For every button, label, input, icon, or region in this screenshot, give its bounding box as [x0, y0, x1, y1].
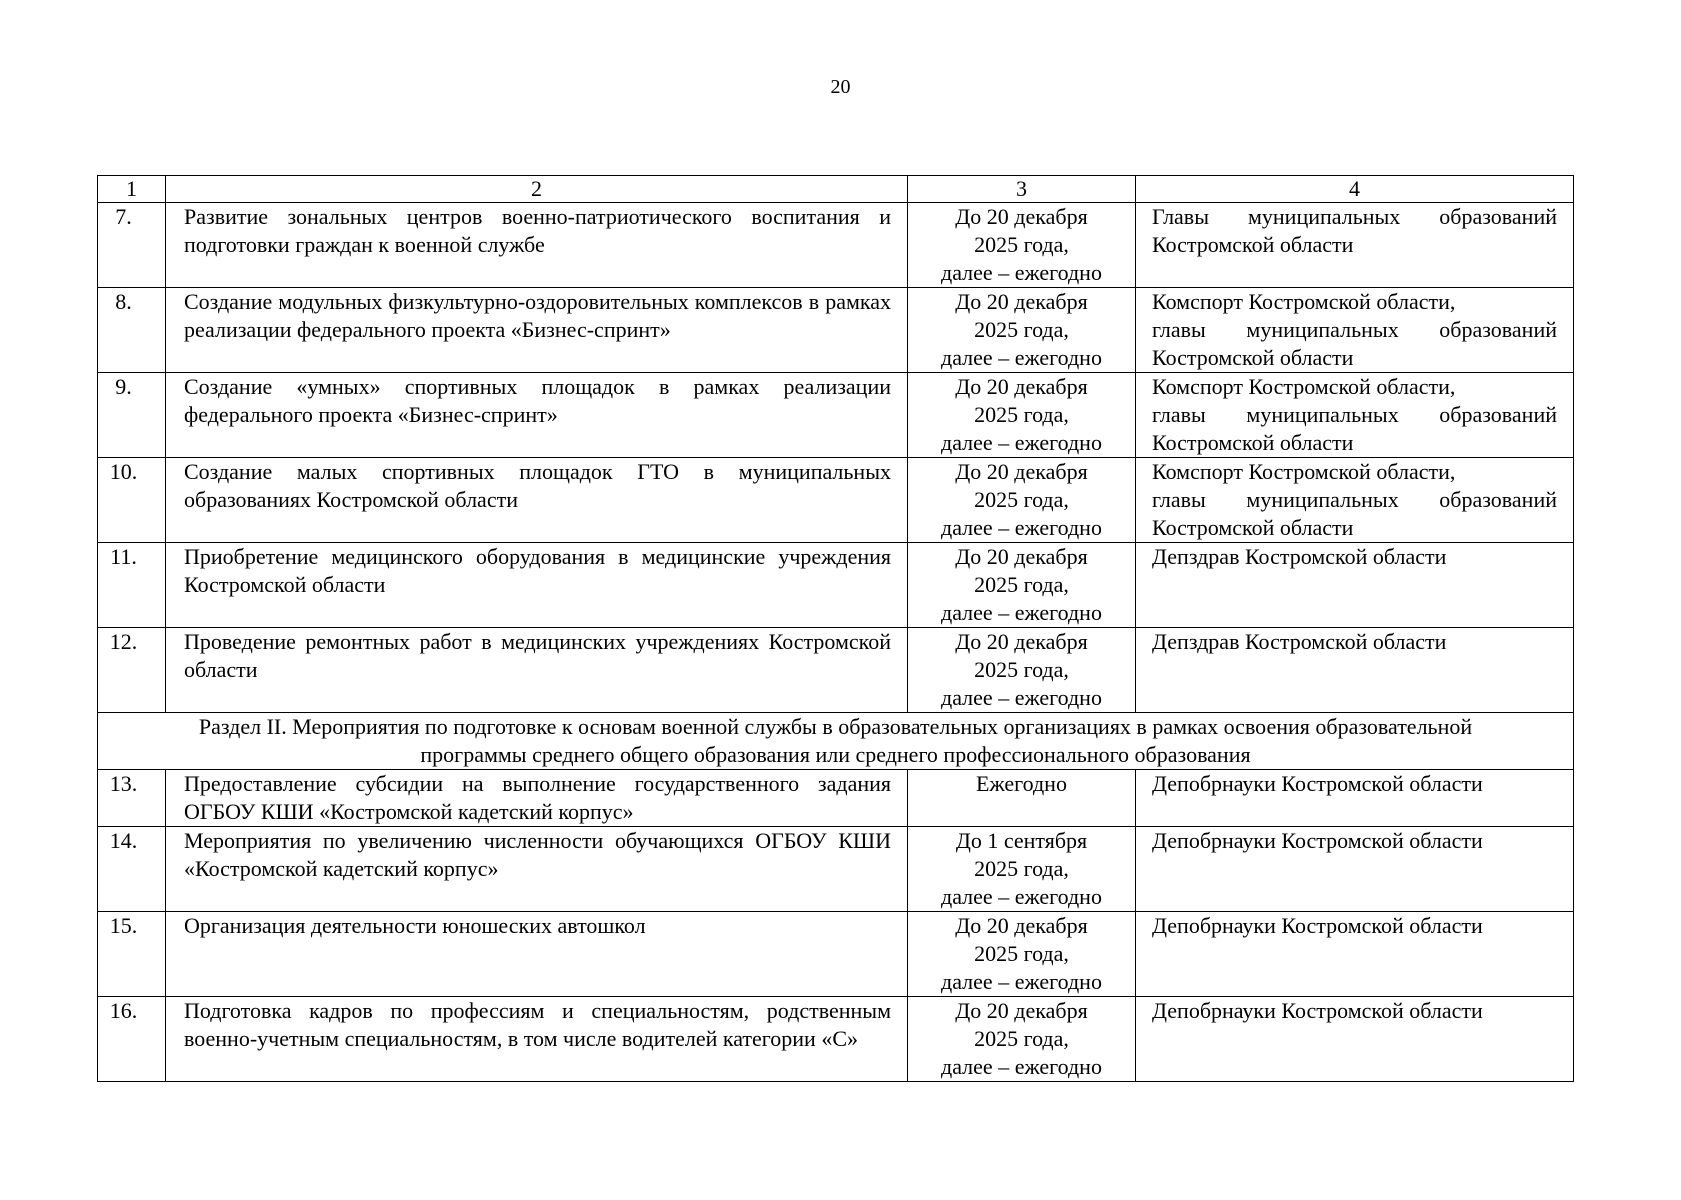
table-row	[98, 997, 1574, 1082]
responsible-cell	[1136, 997, 1574, 1082]
column-header-1: 1	[98, 176, 166, 203]
responsible-line: Комспорт Костромской области,	[1152, 374, 1456, 399]
deadline-cell	[908, 827, 1136, 912]
measure-text: Развитие зональных центров военно-патриотического воспитания и подготовки граждан к военной службе	[166, 203, 908, 288]
deadline-line: далее – ежегодно	[941, 884, 1102, 909]
measures-table	[97, 175, 1574, 1082]
table-row	[98, 543, 1574, 628]
section-heading-line: программы среднего общего образования или среднего профессионального образования	[420, 742, 1251, 767]
deadline-line: Ежегодно	[976, 771, 1067, 796]
row-number: 14.	[98, 827, 166, 912]
deadline-line: До 20 декабря	[955, 629, 1088, 654]
responsible-line: Костромской области	[1152, 515, 1354, 540]
responsible-cell	[1136, 827, 1574, 912]
deadline-cell	[908, 288, 1136, 373]
responsible-line: Депобрнауки Костромской области	[1152, 913, 1483, 938]
responsible-cell	[1136, 203, 1574, 288]
responsible-line: Депздрав Костромской области	[1152, 629, 1447, 654]
deadline-line: До 20 декабря	[955, 998, 1088, 1023]
deadline-line: далее – ежегодно	[941, 969, 1102, 994]
measure-text: Создание «умных» спортивных площадок в рамках реализации федерального проекта «Бизнес-спринт»	[166, 373, 908, 458]
deadline-cell	[908, 997, 1136, 1082]
row-number: 8.	[98, 288, 166, 373]
row-number: 10.	[98, 458, 166, 543]
responsible-line: Костромской области	[1152, 345, 1354, 370]
responsible-cell	[1136, 770, 1574, 827]
row-number: 13.	[98, 770, 166, 827]
table-row	[98, 203, 1574, 288]
deadline-line: далее – ежегодно	[941, 260, 1102, 285]
row-number: 12.	[98, 628, 166, 713]
table-row	[98, 827, 1574, 912]
deadline-line: далее – ежегодно	[941, 600, 1102, 625]
responsible-line: главы муниципальных образований	[1152, 317, 1557, 342]
deadline-cell	[908, 203, 1136, 288]
measure-text: Организация деятельности юношеских автошкол	[166, 912, 908, 997]
deadline-cell	[908, 912, 1136, 997]
table-row	[98, 373, 1574, 458]
deadline-line: 2025 года,	[974, 572, 1069, 597]
deadline-line: далее – ежегодно	[941, 430, 1102, 455]
table-row	[98, 628, 1574, 713]
deadline-line: далее – ежегодно	[941, 345, 1102, 370]
deadline-cell	[908, 458, 1136, 543]
section-heading	[98, 713, 1574, 770]
column-header-4: 4	[1136, 176, 1574, 203]
deadline-line: далее – ежегодно	[941, 515, 1102, 540]
deadline-line: 2025 года,	[974, 487, 1069, 512]
deadline-line: 2025 года,	[974, 402, 1069, 427]
column-header-3: 3	[908, 176, 1136, 203]
deadline-line: далее – ежегодно	[941, 1054, 1102, 1079]
deadline-line: До 1 сентября	[955, 828, 1088, 853]
deadline-line: До 20 декабря	[955, 913, 1088, 938]
responsible-cell	[1136, 628, 1574, 713]
deadline-line: До 20 декабря	[955, 544, 1088, 569]
row-number: 9.	[98, 373, 166, 458]
deadline-line: До 20 декабря	[955, 204, 1088, 229]
column-header-2: 2	[166, 176, 908, 203]
deadline-line: 2025 года,	[974, 232, 1069, 257]
deadline-line: До 20 декабря	[955, 374, 1088, 399]
measure-text: Мероприятия по увеличению численности обучающихся ОГБОУ КШИ «Костромской кадетский корпус»	[166, 827, 908, 912]
table-row	[98, 770, 1574, 827]
deadline-cell	[908, 770, 1136, 827]
table-row	[98, 912, 1574, 997]
table-row	[98, 288, 1574, 373]
deadline-line: 2025 года,	[974, 1026, 1069, 1051]
responsible-line: Комспорт Костромской области,	[1152, 459, 1456, 484]
responsible-line: Депобрнауки Костромской области	[1152, 771, 1483, 796]
deadline-line: 2025 года,	[974, 657, 1069, 682]
deadline-cell	[908, 373, 1136, 458]
row-number: 7.	[98, 203, 166, 288]
page-number: 20	[830, 76, 851, 98]
responsible-cell	[1136, 288, 1574, 373]
responsible-cell	[1136, 373, 1574, 458]
responsible-line: Депобрнауки Костромской области	[1152, 998, 1483, 1023]
responsible-line: Костромской области	[1152, 430, 1354, 455]
deadline-line: 2025 года,	[974, 856, 1069, 881]
responsible-cell	[1136, 912, 1574, 997]
row-number: 11.	[98, 543, 166, 628]
responsible-cell	[1136, 543, 1574, 628]
deadline-line: 2025 года,	[974, 941, 1069, 966]
responsible-cell	[1136, 458, 1574, 543]
section-row	[98, 713, 1574, 770]
responsible-line: Главы муниципальных образований	[1152, 204, 1557, 229]
measure-text: Создание модульных физкультурно-оздоровительных комплексов в рамках реализации федерального проекта «Бизнес-спринт»	[166, 288, 908, 373]
measure-text: Подготовка кадров по профессиям и специальностям, родственным военно-учетным специальностям, в том числе водителей категории «С»	[166, 997, 908, 1082]
responsible-line: Депздрав Костромской области	[1152, 544, 1447, 569]
responsible-line: Костромской области	[1152, 232, 1354, 257]
measure-text: Приобретение медицинского оборудования в медицинские учреждения Костромской области	[166, 543, 908, 628]
deadline-cell	[908, 628, 1136, 713]
deadline-line: До 20 декабря	[955, 289, 1088, 314]
measure-text: Предоставление субсидии на выполнение государственного задания ОГБОУ КШИ «Костромской кадетский корпус»	[166, 770, 908, 827]
responsible-line: Комспорт Костромской области,	[1152, 289, 1456, 314]
deadline-line: далее – ежегодно	[941, 685, 1102, 710]
measure-text: Проведение ремонтных работ в медицинских учреждениях Костромской области	[166, 628, 908, 713]
table-row	[98, 458, 1574, 543]
responsible-line: главы муниципальных образований	[1152, 487, 1557, 512]
deadline-cell	[908, 543, 1136, 628]
deadline-line: 2025 года,	[974, 317, 1069, 342]
responsible-line: главы муниципальных образований	[1152, 402, 1557, 427]
section-heading-line: Раздел II. Мероприятия по подготовке к основам военной службы в образовательных организациях в рамках освоения образовательной	[198, 714, 1473, 739]
table-header-row	[98, 176, 1574, 203]
row-number: 16.	[98, 997, 166, 1082]
deadline-line: До 20 декабря	[955, 459, 1088, 484]
measure-text: Создание малых спортивных площадок ГТО в муниципальных образованиях Костромской области	[166, 458, 908, 543]
responsible-line: Депобрнауки Костромской области	[1152, 828, 1483, 853]
row-number: 15.	[98, 912, 166, 997]
